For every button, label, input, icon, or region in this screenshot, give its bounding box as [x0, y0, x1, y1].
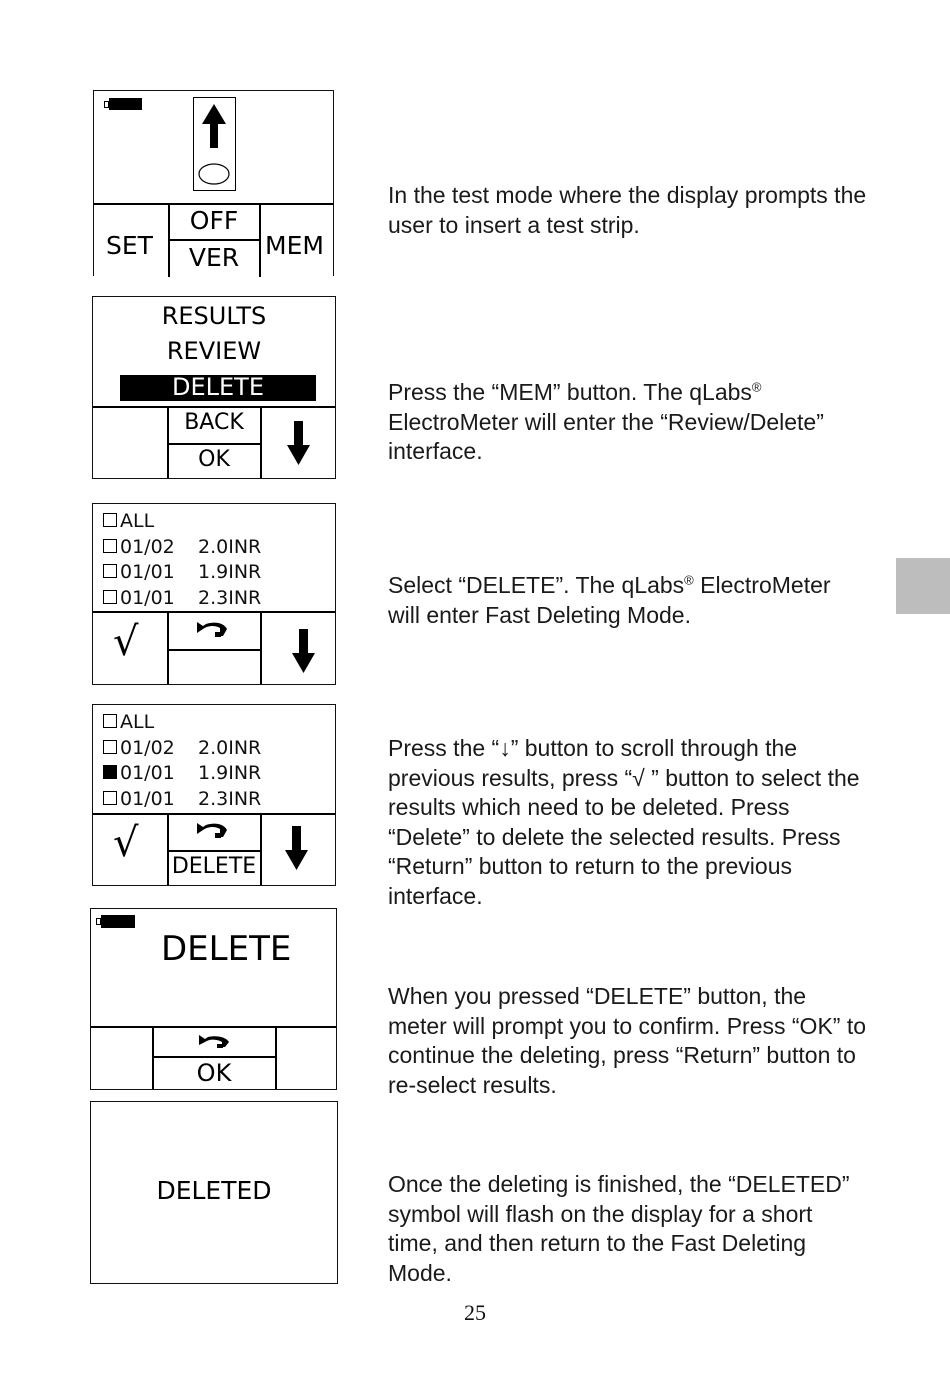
step-1-description: In the test mode where the display prompts the user to insert a test strip.	[388, 182, 867, 238]
list-item[interactable]: 01/01 2.3INR	[103, 586, 261, 612]
strip-slot-icon	[193, 162, 236, 192]
result-list	[103, 710, 261, 812]
result-list	[103, 509, 261, 611]
return-icon[interactable]	[193, 618, 233, 642]
menu-item-results: RESULTS	[161, 302, 267, 330]
list-item[interactable]: 01/01 2.3INR	[103, 787, 261, 813]
list-item[interactable]: ALL	[103, 509, 261, 535]
list-item[interactable]: 01/02 2.0INR	[103, 736, 261, 762]
arrow-down-icon[interactable]	[277, 824, 317, 874]
screen-fast-delete-selected	[92, 704, 336, 886]
menu-item-review: REVIEW	[166, 337, 262, 365]
mem-button[interactable]: MEM	[265, 231, 324, 260]
arrow-down-icon[interactable]	[284, 627, 324, 677]
arrow-up-icon	[193, 102, 236, 162]
ok-button[interactable]: OK	[198, 447, 230, 472]
list-item[interactable]: 01/02 2.0INR	[103, 535, 261, 561]
delete-title: DELETE	[161, 929, 292, 969]
return-icon[interactable]	[193, 819, 233, 843]
checkbox[interactable]	[103, 590, 117, 604]
checkbox[interactable]	[103, 791, 117, 805]
select-checkmark-button[interactable]: √	[113, 820, 139, 866]
arrow-down-icon[interactable]	[279, 419, 319, 469]
checkbox[interactable]	[103, 714, 117, 728]
screen-test-mode	[93, 90, 334, 276]
set-button[interactable]: SET	[106, 231, 153, 260]
list-item[interactable]: 01/01 1.9INR	[103, 560, 261, 586]
strip-slot	[193, 97, 236, 191]
screen-fast-delete	[92, 503, 336, 685]
step-4-description: Press the “↓” button to scroll through the previous results, press “√ ” button to select the results which need to be deleted. Press “Delete” to delete the selected results. Press “Return” button to return to the previous interface.	[388, 735, 860, 909]
screen-delete-confirm	[90, 908, 337, 1090]
menu-item-delete: DELETE	[171, 373, 264, 401]
checkbox[interactable]	[103, 564, 117, 578]
checkbox[interactable]	[103, 539, 117, 553]
ver-button[interactable]: VER	[188, 243, 240, 272]
step-6-description: Once the deleting is finished, the “DELETED” symbol will flash on the display for a short time, and then return to the Fast Deleting Mode.	[388, 1171, 850, 1286]
step-5-description: When you pressed “DELETE” button, the meter will prompt you to confirm. Press “OK” to continue the deleting, press “Return” button to re-select results.	[388, 983, 867, 1098]
list-item[interactable]: 01/01 1.9INR	[103, 761, 261, 787]
ok-button[interactable]: OK	[196, 1059, 232, 1087]
checkbox[interactable]	[103, 740, 117, 754]
battery-icon	[96, 915, 136, 927]
step-3-description: Select “DELETE”. The qLabs® ElectroMeter will enter Fast Deleting Mode.	[388, 572, 831, 628]
list-item[interactable]: ALL	[103, 710, 261, 736]
screen-review-delete	[92, 296, 336, 479]
battery-icon	[104, 98, 144, 110]
step-2-description: Press the “MEM” button. The qLabs® ElectroMeter will enter the “Review/Delete” interface.	[388, 379, 824, 464]
delete-button[interactable]: DELETE	[171, 854, 257, 879]
checkbox[interactable]	[103, 513, 117, 527]
screen-deleted	[90, 1101, 338, 1284]
page-number: 25	[464, 1300, 486, 1325]
deleted-message: DELETED	[156, 1176, 272, 1205]
select-checkmark-button[interactable]: √	[113, 619, 139, 665]
checkbox-checked[interactable]	[103, 765, 117, 779]
off-button[interactable]: OFF	[189, 206, 239, 235]
section-tab	[896, 558, 950, 614]
back-button[interactable]: BACK	[184, 410, 244, 435]
return-icon[interactable]	[195, 1032, 235, 1054]
